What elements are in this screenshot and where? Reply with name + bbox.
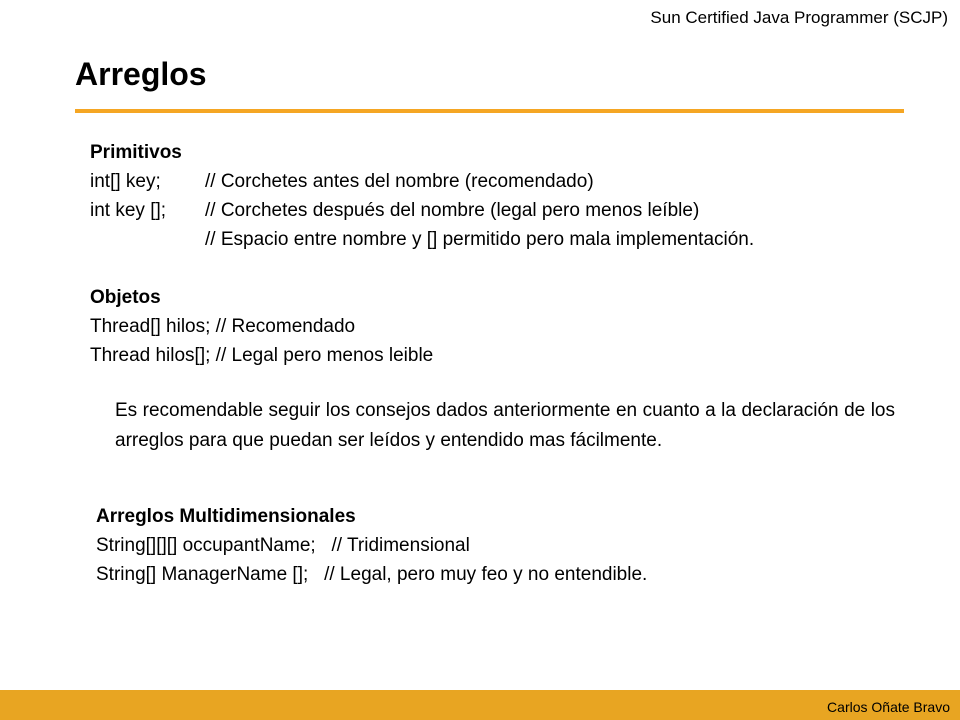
title-underline bbox=[75, 109, 904, 113]
code-snippet: int[] key; bbox=[90, 171, 161, 192]
footer-author: Carlos Oñate Bravo bbox=[827, 699, 950, 715]
code-line bbox=[90, 167, 754, 196]
slide-title: Arreglos bbox=[75, 56, 207, 92]
code-comment: // Corchetes después del nombre (legal pero menos leíble) bbox=[205, 200, 700, 221]
code-line: String[] ManagerName []; // Legal, pero muy feo y no entendible. bbox=[96, 564, 648, 585]
code-line: Thread hilos[]; // Legal pero menos leible bbox=[90, 345, 434, 366]
objetos-section bbox=[90, 283, 433, 370]
course-title: Sun Certified Java Programmer (SCJP) bbox=[650, 8, 948, 27]
primitivos-section bbox=[90, 138, 754, 254]
code-comment: // Espacio entre nombre y [] permitido pero mala implementación. bbox=[205, 229, 755, 250]
code-comment: // Corchetes antes del nombre (recomendado) bbox=[205, 171, 594, 192]
multidimensional-heading: Arreglos Multidimensionales bbox=[96, 506, 356, 527]
code-snippet: int key []; bbox=[90, 200, 167, 221]
code-line: Thread[] hilos; // Recomendado bbox=[90, 316, 356, 337]
objetos-heading: Objetos bbox=[90, 287, 161, 308]
recommendation-note: Es recomendable seguir los consejos dados anteriormente en cuanto a la declaración de los arreglos para que puedan ser leídos y entendido mas fácilmente. bbox=[115, 400, 895, 451]
multidimensional-section bbox=[96, 502, 647, 589]
code-line bbox=[90, 225, 754, 254]
code-snippet bbox=[90, 225, 205, 254]
footer-bar bbox=[0, 690, 960, 720]
code-line: String[][][] occupantName; // Tridimensional bbox=[96, 535, 470, 556]
primitivos-heading: Primitivos bbox=[90, 142, 182, 163]
code-line bbox=[90, 196, 754, 225]
